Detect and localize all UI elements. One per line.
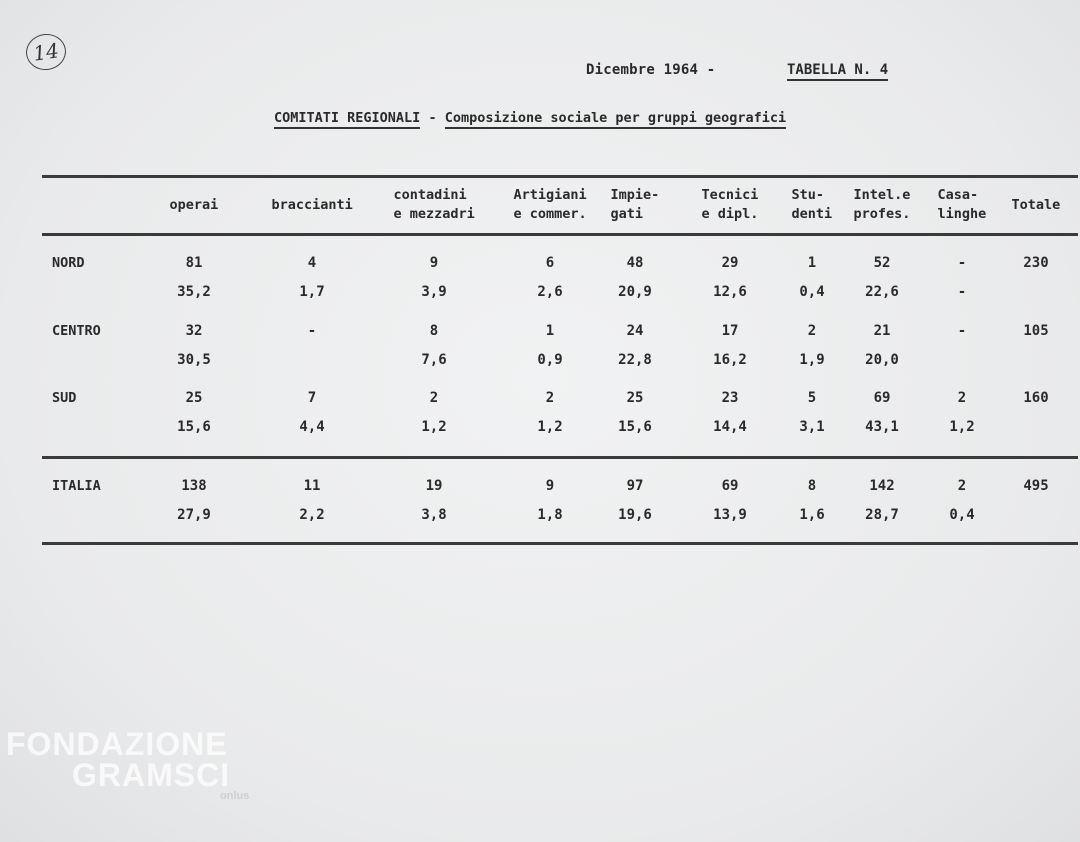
watermark-line1: FONDAZIONE (6, 726, 228, 762)
watermark-line2: GRAMSCI (72, 757, 231, 793)
column-header-line: operai (169, 197, 219, 213)
count-cell: 19 (425, 478, 443, 494)
percent-cell: 20,9 (618, 284, 652, 300)
count-cell: 138 (181, 478, 207, 494)
row-label: NORD (52, 255, 85, 271)
column-header-line: e dipl. (701, 206, 759, 222)
percent-cell: 15,6 (177, 419, 211, 435)
count-cell: 52 (873, 255, 891, 271)
percent-cell: 1,9 (799, 352, 825, 368)
count-cell: 7 (307, 390, 317, 406)
count-cell: 69 (721, 478, 739, 494)
percent-cell: 12,6 (713, 284, 747, 300)
count-cell: 11 (303, 478, 321, 494)
watermark-line3: onlus (220, 790, 250, 802)
table-top-rule (42, 175, 1078, 178)
column-header-line: e mezzadri (393, 206, 475, 222)
percent-cell: 1,8 (537, 507, 563, 523)
count-cell: 48 (626, 255, 644, 271)
percent-cell: 7,6 (421, 352, 447, 368)
column-header-line: profes. (853, 206, 911, 222)
percent-cell: 2,6 (537, 284, 563, 300)
count-cell: - (957, 323, 967, 339)
column-header (854, 186, 911, 224)
percent-cell: 13,9 (713, 507, 747, 523)
column-header-line: Tecnici (701, 187, 759, 203)
percent-cell: - (957, 284, 967, 300)
column-header (702, 186, 759, 224)
column-header-line: Stu- (791, 187, 825, 203)
table-number: TABELLA N. 4 (787, 62, 888, 81)
percent-cell: 1,2 (421, 419, 447, 435)
count-cell: 8 (807, 478, 817, 494)
percent-cell: 4,4 (299, 419, 325, 435)
count-cell: 142 (869, 478, 895, 494)
column-header-line: Artigiani (513, 187, 587, 203)
count-cell: 4 (307, 255, 317, 271)
column-header-line: linghe (937, 206, 987, 222)
percent-cell: 14,4 (713, 419, 747, 435)
count-cell: 25 (185, 390, 203, 406)
count-cell: 23 (721, 390, 739, 406)
count-cell: 81 (185, 255, 203, 271)
title-part2: Composizione sociale per gruppi geografici (445, 110, 786, 129)
column-header-line: Impie- (610, 187, 660, 203)
row-label: SUD (52, 390, 77, 406)
percent-cell: 28,7 (865, 507, 899, 523)
count-cell: - (957, 255, 967, 271)
count-cell: 2 (957, 478, 967, 494)
column-header-line: braccianti (271, 197, 353, 213)
percent-cell: 1,2 (537, 419, 563, 435)
count-cell: 29 (721, 255, 739, 271)
count-cell: 6 (545, 255, 555, 271)
row-label: CENTRO (52, 323, 101, 339)
count-cell: 24 (626, 323, 644, 339)
column-header (272, 196, 353, 215)
column-header (170, 196, 219, 215)
count-cell: 69 (873, 390, 891, 406)
count-cell: 2 (807, 323, 817, 339)
column-header (394, 186, 475, 224)
count-cell: 9 (545, 478, 555, 494)
percent-cell: 0,4 (949, 507, 975, 523)
column-header (938, 186, 987, 224)
count-cell: 1 (545, 323, 555, 339)
count-cell: 2 (545, 390, 555, 406)
column-header-line: Intel.e (853, 187, 911, 203)
column-header-line: contadini (393, 187, 467, 203)
count-cell: 2 (957, 390, 967, 406)
count-cell: 32 (185, 323, 203, 339)
count-cell: 495 (1023, 478, 1049, 494)
count-cell: 5 (807, 390, 817, 406)
handwritten-page-number (24, 31, 69, 72)
header-bottom-rule (42, 233, 1078, 236)
column-header (792, 186, 833, 224)
percent-cell: 19,6 (618, 507, 652, 523)
percent-cell: 1,7 (299, 284, 325, 300)
count-cell: 160 (1023, 390, 1049, 406)
document-title (274, 110, 786, 126)
title-part1: COMITATI REGIONALI (274, 110, 420, 129)
percent-cell: 16,2 (713, 352, 747, 368)
percent-cell: 2,2 (299, 507, 325, 523)
count-cell: 105 (1023, 323, 1049, 339)
column-header (514, 186, 587, 224)
percent-cell: 1,6 (799, 507, 825, 523)
count-cell: 2 (429, 390, 439, 406)
italia-top-rule (42, 456, 1078, 459)
column-header-line: gati (610, 206, 644, 222)
percent-cell: 22,6 (865, 284, 899, 300)
row-label: ITALIA (52, 478, 101, 494)
column-header-line: denti (791, 206, 833, 222)
percent-cell: 0,4 (799, 284, 825, 300)
percent-cell: 30,5 (177, 352, 211, 368)
percent-cell: 0,9 (537, 352, 563, 368)
percent-cell: 27,9 (177, 507, 211, 523)
percent-cell: 3,9 (421, 284, 447, 300)
percent-cell: 43,1 (865, 419, 899, 435)
count-cell: 25 (626, 390, 644, 406)
document-date: Dicembre 1964 - (586, 62, 716, 78)
percent-cell: 35,2 (177, 284, 211, 300)
percent-cell: 3,8 (421, 507, 447, 523)
column-header (611, 186, 660, 224)
percent-cell: 1,2 (949, 419, 975, 435)
page-number-circle (24, 31, 69, 72)
table-bottom-rule (42, 542, 1078, 545)
column-header (1012, 196, 1061, 215)
percent-cell: 3,1 (799, 419, 825, 435)
column-header-line: Casa- (937, 187, 979, 203)
percent-cell: 22,8 (618, 352, 652, 368)
percent-cell: 20,0 (865, 352, 899, 368)
page-number-text: 14 (31, 38, 61, 66)
count-cell: 230 (1023, 255, 1049, 271)
count-cell: 8 (429, 323, 439, 339)
count-cell: 9 (429, 255, 439, 271)
column-header-line: Totale (1011, 197, 1061, 213)
count-cell: 17 (721, 323, 739, 339)
count-cell: - (307, 323, 317, 339)
percent-cell: 15,6 (618, 419, 652, 435)
column-header-line: e commer. (513, 206, 587, 222)
watermark-logo (6, 726, 249, 802)
count-cell: 1 (807, 255, 817, 271)
title-separator: - (428, 110, 437, 126)
count-cell: 21 (873, 323, 891, 339)
count-cell: 97 (626, 478, 644, 494)
